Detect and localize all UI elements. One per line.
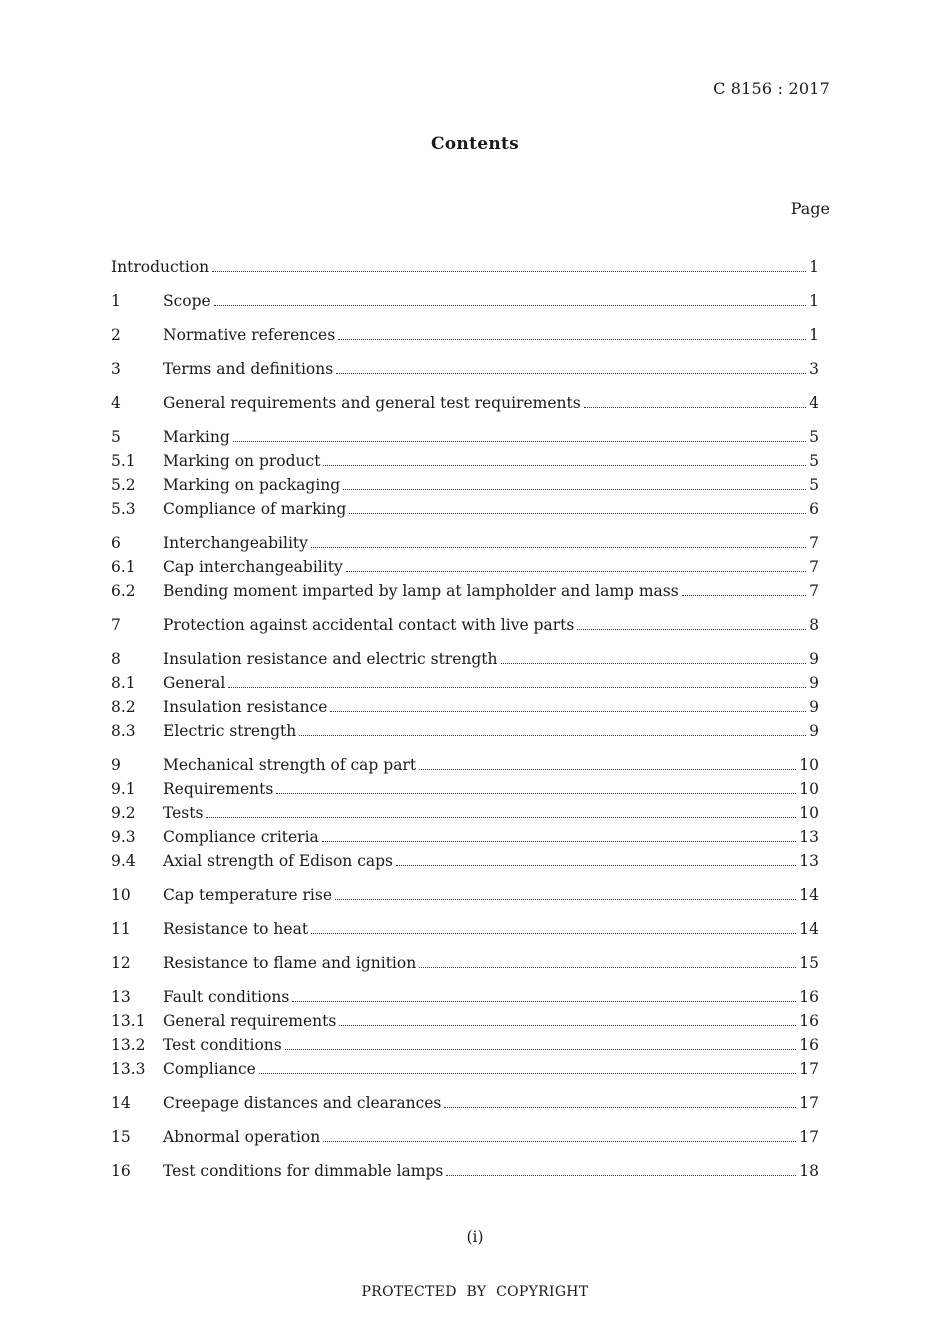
toc-entry[interactable] — [111, 258, 819, 282]
toc-entry-number: 10 — [111, 886, 131, 904]
toc-entry-title: Resistance to heat — [163, 920, 309, 938]
toc-entry-page: 7 — [809, 534, 819, 552]
toc-entry-title: Creepage distances and clearances — [163, 1094, 442, 1112]
toc-entry-number: 16 — [111, 1162, 131, 1180]
dot-leader — [292, 1000, 796, 1002]
toc-entry-title: Insulation resistance — [163, 698, 328, 716]
dot-leader — [335, 898, 796, 900]
toc-entry[interactable] — [111, 650, 819, 674]
toc-entry-number: 4 — [111, 394, 121, 412]
toc-group — [111, 954, 819, 978]
dot-leader — [339, 1024, 796, 1026]
toc-entry-title: Terms and definitions — [163, 360, 334, 378]
toc-group — [111, 326, 819, 350]
document-code: C 8156 : 2017 — [713, 79, 830, 98]
dot-leader — [338, 338, 806, 340]
toc-entry-title: Scope — [163, 292, 211, 310]
toc-entry[interactable] — [111, 804, 819, 828]
toc-entry-number: 13.1 — [111, 1012, 146, 1030]
toc-entry-number: 9 — [111, 756, 121, 774]
dot-leader — [446, 1174, 796, 1176]
toc-entry-page: 5 — [809, 452, 819, 470]
toc-entry-number: 9.2 — [111, 804, 136, 822]
toc-entry[interactable] — [111, 534, 819, 558]
toc-group — [111, 534, 819, 606]
toc-entry-title: Compliance criteria — [163, 828, 319, 846]
toc-entry[interactable] — [111, 582, 819, 606]
toc-entry-title: Compliance — [163, 1060, 256, 1078]
toc-entry-title: General requirements — [163, 1012, 337, 1030]
toc-entry-page: 6 — [809, 500, 819, 518]
dot-leader — [330, 710, 806, 712]
toc-group — [111, 920, 819, 944]
toc-entry-page: 14 — [799, 886, 819, 904]
toc-group — [111, 292, 819, 316]
dot-leader — [577, 628, 806, 630]
toc-entry[interactable] — [111, 698, 819, 722]
toc-entry-page: 16 — [799, 1012, 819, 1030]
toc-entry-page: 17 — [799, 1094, 819, 1112]
toc-entry-page: 17 — [799, 1128, 819, 1146]
toc-entry-title: Protection against accidental contact with live parts — [163, 616, 575, 634]
toc-entry-number: 3 — [111, 360, 121, 378]
toc-entry-page: 9 — [809, 722, 819, 740]
dot-leader — [311, 546, 806, 548]
toc-entry-number: 6 — [111, 534, 121, 552]
toc-entry[interactable] — [111, 1060, 819, 1084]
toc-group — [111, 1128, 819, 1152]
toc-entry[interactable] — [111, 886, 819, 910]
dot-leader — [206, 816, 796, 818]
dot-leader — [419, 966, 796, 968]
dot-leader — [259, 1072, 796, 1074]
toc-group — [111, 1162, 819, 1186]
toc-entry-number: 6.1 — [111, 558, 136, 576]
toc-entry[interactable] — [111, 852, 819, 876]
toc-entry-number: 1 — [111, 292, 121, 310]
toc-entry-page: 10 — [799, 780, 819, 798]
toc-entry-page: 14 — [799, 920, 819, 938]
dot-leader — [343, 488, 806, 490]
toc-entry-title: Axial strength of Edison caps — [163, 852, 394, 870]
toc-entry-number: 8 — [111, 650, 121, 668]
toc-entry[interactable] — [111, 616, 819, 640]
contents-heading: Contents — [430, 134, 520, 154]
toc-entry-number: 5.1 — [111, 452, 136, 470]
toc-entry-page: 16 — [799, 988, 819, 1006]
toc-entry-page: 17 — [799, 1060, 819, 1078]
toc-group — [111, 988, 819, 1084]
toc-entry-number: 15 — [111, 1128, 131, 1146]
dot-leader — [323, 464, 806, 466]
toc-entry-number: 8.2 — [111, 698, 136, 716]
dot-leader — [311, 932, 796, 934]
toc-entry-page: 8 — [809, 616, 819, 634]
toc-entry-number: 8.1 — [111, 674, 136, 692]
dot-leader — [212, 270, 806, 272]
dot-leader — [444, 1106, 796, 1108]
toc-entry-page: 7 — [809, 582, 819, 600]
toc-entry-page: 5 — [809, 428, 819, 446]
dot-leader — [233, 440, 806, 442]
toc-group — [111, 394, 819, 418]
dot-leader — [396, 864, 796, 866]
toc-entry[interactable] — [111, 828, 819, 852]
dot-leader — [419, 768, 796, 770]
toc-entry-title: Introduction — [111, 258, 210, 276]
toc-entry-number: 11 — [111, 920, 131, 938]
toc-entry-page: 7 — [809, 558, 819, 576]
toc-entry-number: 5.3 — [111, 500, 136, 518]
toc-entry[interactable] — [111, 722, 819, 746]
toc-entry-title: Marking on product — [163, 452, 321, 470]
toc-entry-number: 5 — [111, 428, 121, 446]
dot-leader — [214, 304, 806, 306]
toc-entry[interactable] — [111, 920, 819, 944]
toc-entry-number: 9.3 — [111, 828, 136, 846]
toc-entry-title: General requirements and general test requirements — [163, 394, 581, 412]
toc-group — [111, 1094, 819, 1118]
toc-entry[interactable] — [111, 452, 819, 476]
toc-entry[interactable] — [111, 292, 819, 316]
toc-entry-title: Tests — [163, 804, 204, 822]
toc-entry-title: Fault conditions — [163, 988, 290, 1006]
toc-entry-page: 4 — [809, 394, 819, 412]
toc-entry-page: 3 — [809, 360, 819, 378]
toc-entry-page: 10 — [799, 804, 819, 822]
toc-entry-title: Test conditions for dimmable lamps — [163, 1162, 444, 1180]
dot-leader — [322, 840, 796, 842]
toc-entry-title: Abnormal operation — [163, 1128, 321, 1146]
toc-group — [111, 258, 819, 282]
dot-leader — [336, 372, 806, 374]
toc-entry[interactable] — [111, 1012, 819, 1036]
toc-entry-title: Cap interchangeability — [163, 558, 343, 576]
toc-entry-page: 13 — [799, 852, 819, 870]
toc-entry-title: Normative references — [163, 326, 336, 344]
toc-entry-number: 2 — [111, 326, 121, 344]
toc-entry-number: 8.3 — [111, 722, 136, 740]
toc-entry[interactable] — [111, 360, 819, 384]
toc-entry-title: Mechanical strength of cap part — [163, 756, 417, 774]
toc-entry[interactable] — [111, 1162, 819, 1186]
toc-entry[interactable] — [111, 1094, 819, 1118]
toc-entry[interactable] — [111, 476, 819, 500]
toc-entry-title: Marking — [163, 428, 230, 446]
copyright-footer: PROTECTED BY COPYRIGHT — [361, 1284, 589, 1300]
toc-entry-page: 1 — [809, 326, 819, 344]
toc-entry-page: 1 — [809, 292, 819, 310]
toc-entry[interactable] — [111, 326, 819, 350]
toc-entry-number: 9.1 — [111, 780, 136, 798]
toc-entry[interactable] — [111, 780, 819, 804]
toc-entry-title: Electric strength — [163, 722, 297, 740]
toc-entry-number: 9.4 — [111, 852, 136, 870]
toc-entry-title: Insulation resistance and electric strength — [163, 650, 498, 668]
toc-group — [111, 756, 819, 876]
toc-entry-page: 10 — [799, 756, 819, 774]
toc-entry-page: 13 — [799, 828, 819, 846]
toc-entry[interactable] — [111, 954, 819, 978]
toc-entry-number: 14 — [111, 1094, 131, 1112]
toc-entry-number: 6.2 — [111, 582, 136, 600]
toc-entry-title: Requirements — [163, 780, 274, 798]
toc-group — [111, 616, 819, 640]
toc-entry-page: 9 — [809, 674, 819, 692]
toc-entry-page: 18 — [799, 1162, 819, 1180]
toc-entry-number: 13 — [111, 988, 131, 1006]
toc-entry-page: 1 — [809, 258, 819, 276]
toc-entry-page: 16 — [799, 1036, 819, 1054]
toc-entry[interactable] — [111, 500, 819, 524]
toc-entry-title: Marking on packaging — [163, 476, 341, 494]
toc-entry[interactable] — [111, 1036, 819, 1060]
toc-entry[interactable] — [111, 756, 819, 780]
dot-leader — [682, 594, 806, 596]
page-column-label: Page — [790, 199, 830, 218]
toc-entry-title: Test conditions — [163, 1036, 282, 1054]
dot-leader — [285, 1048, 797, 1050]
toc-entry-number: 13.3 — [111, 1060, 146, 1078]
toc-entry-title: General — [163, 674, 226, 692]
toc-entry-number: 12 — [111, 954, 131, 972]
toc-entry[interactable] — [111, 558, 819, 582]
page-number: (i) — [466, 1228, 484, 1246]
toc-entry-title: Compliance of marking — [163, 500, 347, 518]
toc-entry-number: 5.2 — [111, 476, 136, 494]
toc-group — [111, 360, 819, 384]
toc-entry-number: 7 — [111, 616, 121, 634]
toc-entry-title: Resistance to flame and ignition — [163, 954, 417, 972]
toc-entry[interactable] — [111, 394, 819, 418]
toc-group — [111, 650, 819, 746]
toc-group — [111, 886, 819, 910]
dot-leader — [346, 570, 806, 572]
toc-entry[interactable] — [111, 988, 819, 1012]
toc-entry-title: Bending moment imparted by lamp at lampholder and lamp mass — [163, 582, 679, 600]
toc-entry-page: 15 — [799, 954, 819, 972]
toc-entry[interactable] — [111, 1128, 819, 1152]
dot-leader — [323, 1140, 796, 1142]
dot-leader — [349, 512, 806, 514]
toc-entry-page: 9 — [809, 650, 819, 668]
toc-entry-title: Interchangeability — [163, 534, 308, 552]
dot-leader — [501, 662, 807, 664]
toc-entry-title: Cap temperature rise — [163, 886, 333, 904]
toc-entry-page: 9 — [809, 698, 819, 716]
toc-entry[interactable] — [111, 674, 819, 698]
table-of-contents — [111, 258, 819, 1196]
toc-group — [111, 428, 819, 524]
dot-leader — [228, 686, 806, 688]
dot-leader — [276, 792, 796, 794]
dot-leader — [299, 734, 806, 736]
dot-leader — [584, 406, 806, 408]
toc-entry-page: 5 — [809, 476, 819, 494]
toc-entry-number: 13.2 — [111, 1036, 146, 1054]
toc-entry[interactable] — [111, 428, 819, 452]
